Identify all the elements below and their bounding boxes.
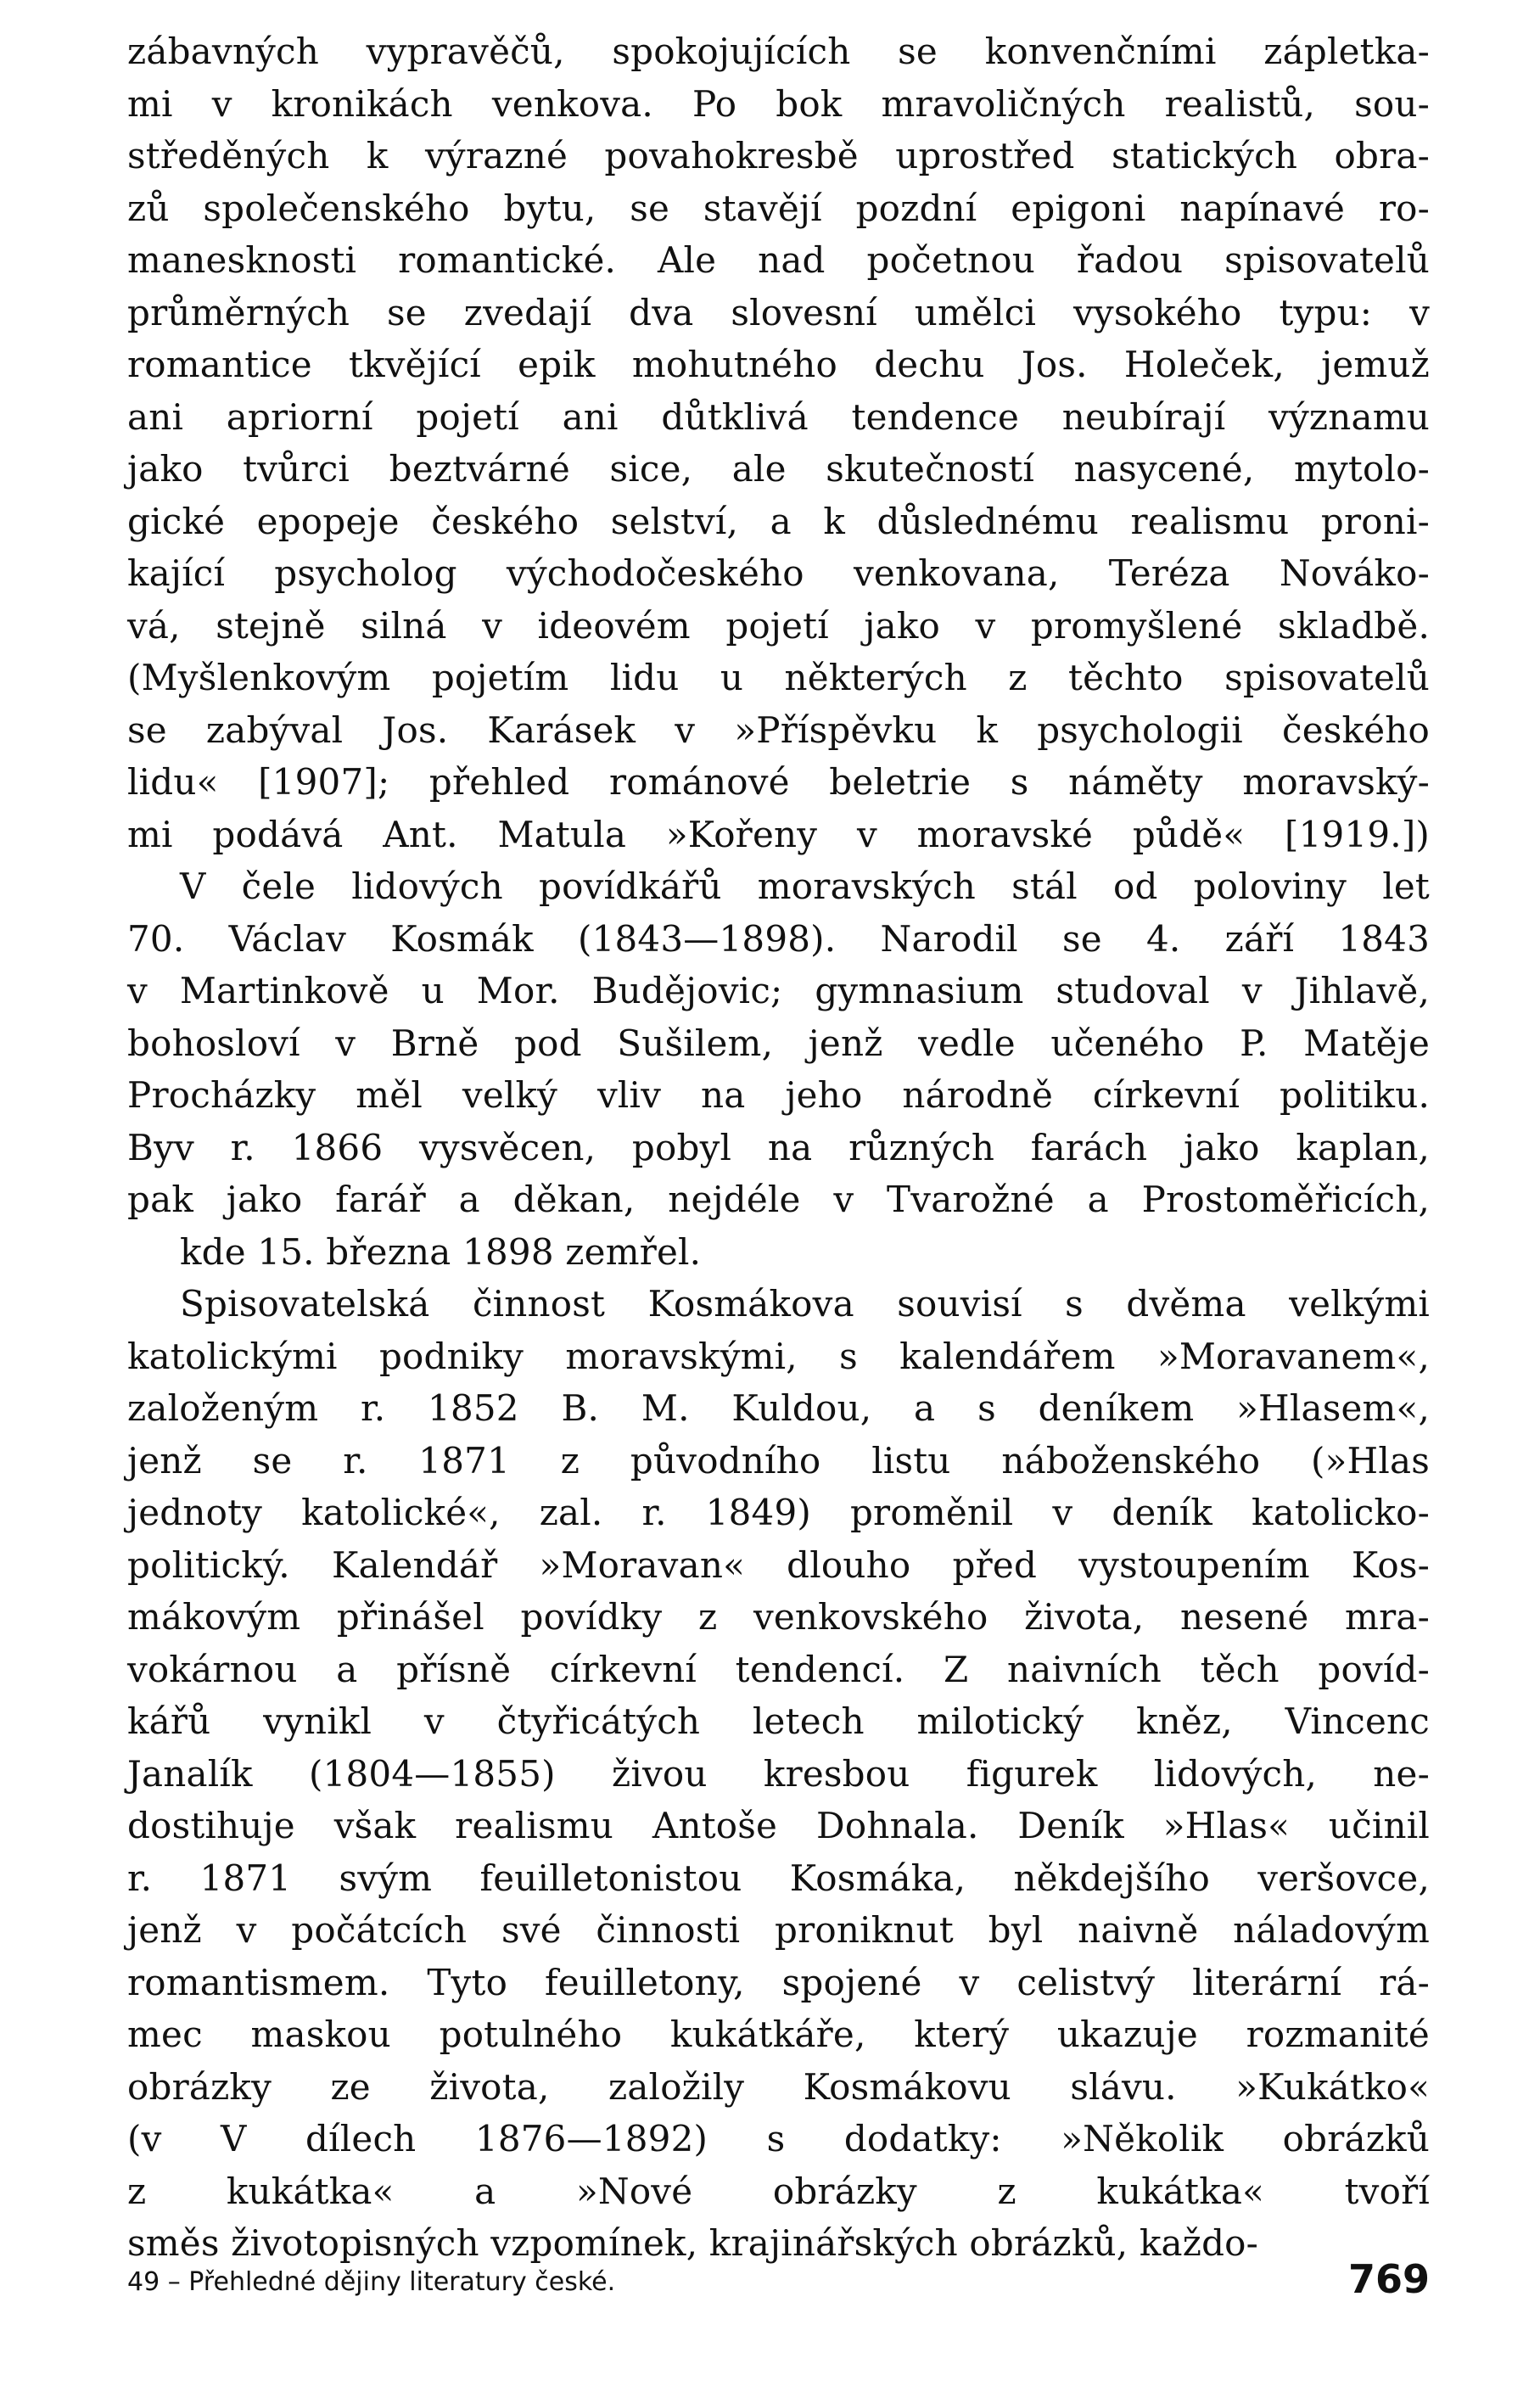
text-line: dostihuje však realismu Antoše Dohnala. Deník »Hlas« učinil — [127, 1805, 1430, 1846]
text-line: zábavných vypravěčů, spokojujících se konvenčními zápletka- — [127, 31, 1430, 72]
text-line: založeným r. 1852 B. M. Kuldou, a s deníkem »Hlasem«, — [127, 1387, 1430, 1429]
text-line: V čele lidových povídkářů moravských stál od poloviny let — [180, 865, 1430, 907]
text-line: vá, stejně silná v ideovém pojetí jako v promyšlené skladbě. — [127, 604, 1430, 647]
text-line: se zabýval Jos. Karásek v »Příspěvku k psychologii českého — [127, 709, 1430, 751]
text-line: lidu« [1907]; přehled románové beletrie s náměty moravský- — [127, 761, 1430, 803]
text-line: průměrných se zvedají dva slovesní umělci vysokého typu: v — [127, 291, 1430, 333]
text-line: (v V dílech 1876—1892) s dodatky: »Několik obrázků — [127, 2118, 1430, 2159]
text-line: v Martinkově u Mor. Budějovic; gymnasium studoval v Jihlavě, — [127, 970, 1430, 1011]
text-line: mi v kronikách venkova. Po bok mravoličných realistů, sou- — [127, 82, 1430, 125]
text-line: jenž v počátcích své činnosti proniknut byl naivně náladovým — [127, 1909, 1430, 1951]
text-line: Procházky měl velký vliv na jeho národně církevní politiku. — [127, 1074, 1430, 1116]
text-line: obrázky ze života, založily Kosmákovu slávu. »Kukátko« — [127, 2065, 1430, 2108]
page-number: 769 — [1347, 2256, 1430, 2302]
text-line: Spisovatelská činnost Kosmákova souvisí s dvěma velkými — [180, 1283, 1430, 1325]
text-line: jenž se r. 1871 z původního listu náboženského (»Hlas — [127, 1439, 1430, 1482]
text-line: (Myšlenkovým pojetím lidu u některých z těchto spisovatelů — [127, 657, 1430, 698]
text-line: jako tvůrci beztvárné sice, ale skutečností nasycené, mytolo- — [127, 448, 1430, 490]
text-line: mi podává Ant. Matula »Kořeny v moravské půdě« [1919.]) — [127, 813, 1430, 855]
text-line: katolickými podniky moravskými, s kalendářem »Moravanem«, — [127, 1335, 1430, 1377]
text-line: kde 15. března 1898 zemřel. — [180, 1230, 702, 1273]
text-line: z kukátka« a »Nové obrázky z kukátka« tvoří — [127, 2170, 1430, 2212]
text-line: Janalík (1804—1855) živou kresbou figurek lidových, ne- — [127, 1752, 1430, 1795]
text-line: pak jako farář a děkan, nejdéle v Tvarožné a Prostoměřicích, — [127, 1179, 1430, 1220]
text-line: 70. Václav Kosmák (1843—1898). Narodil se 4. září 1843 — [127, 917, 1430, 960]
text-line: mec maskou potulného kukátkáře, který ukazuje rozmanité — [127, 2014, 1430, 2055]
text-line: Byv r. 1866 vysvěcen, pobyl na různých farách jako kaplan, — [127, 1126, 1430, 1168]
text-line: kající psycholog východočeského venkovana, Teréza Nováko- — [127, 552, 1430, 594]
text-line: romantice tkvějící epik mohutného dechu Jos. Holeček, jemuž — [127, 344, 1430, 385]
text-line: mákovým přinášel povídky z venkovského života, nesené mra- — [127, 1596, 1430, 1638]
text-line: ani apriorní pojetí ani důtklivá tendence neubírají významu — [127, 395, 1430, 438]
text-line: manesknosti romantické. Ale nad početnou řadou spisovatelů — [127, 239, 1430, 281]
text-line: romantismem. Tyto feuilletony, spojené v celistvý literární rá- — [127, 1961, 1430, 2003]
text-line: vokárnou a přísně církevní tendencí. Z naivních těch povíd- — [127, 1648, 1430, 1690]
text-line: jednoty katolické«, zal. r. 1849) proměnil v deník katolicko- — [127, 1492, 1430, 1533]
page — [127, 0, 1430, 2403]
text-line: bohosloví v Brně pod Sušilem, jenž vedle učeného P. Matěje — [127, 1022, 1430, 1064]
text-line: zů společenského bytu, se stavějí pozdní epigoni napínavé ro- — [127, 187, 1430, 229]
footer-signature: 49 – Přehledné dějiny literatury české. — [127, 2267, 616, 2297]
text-line: r. 1871 svým feuilletonistou Kosmáka, někdejšího veršovce, — [127, 1857, 1430, 1899]
text-line: středěných k výrazné povahokresbě uprostřed statických obra- — [127, 135, 1430, 176]
text-line: kářů vynikl v čtyřicátých letech milotický kněz, Vincenc — [127, 1700, 1430, 1742]
text-line: politický. Kalendář »Moravan« dlouho před vystoupením Kos- — [127, 1543, 1430, 1586]
text-line: směs životopisných vzpomínek, krajinářských obrázků, každo- — [127, 2222, 1259, 2264]
text-line: gické epopeje českého selství, a k důslednému realismu proni- — [127, 500, 1430, 542]
